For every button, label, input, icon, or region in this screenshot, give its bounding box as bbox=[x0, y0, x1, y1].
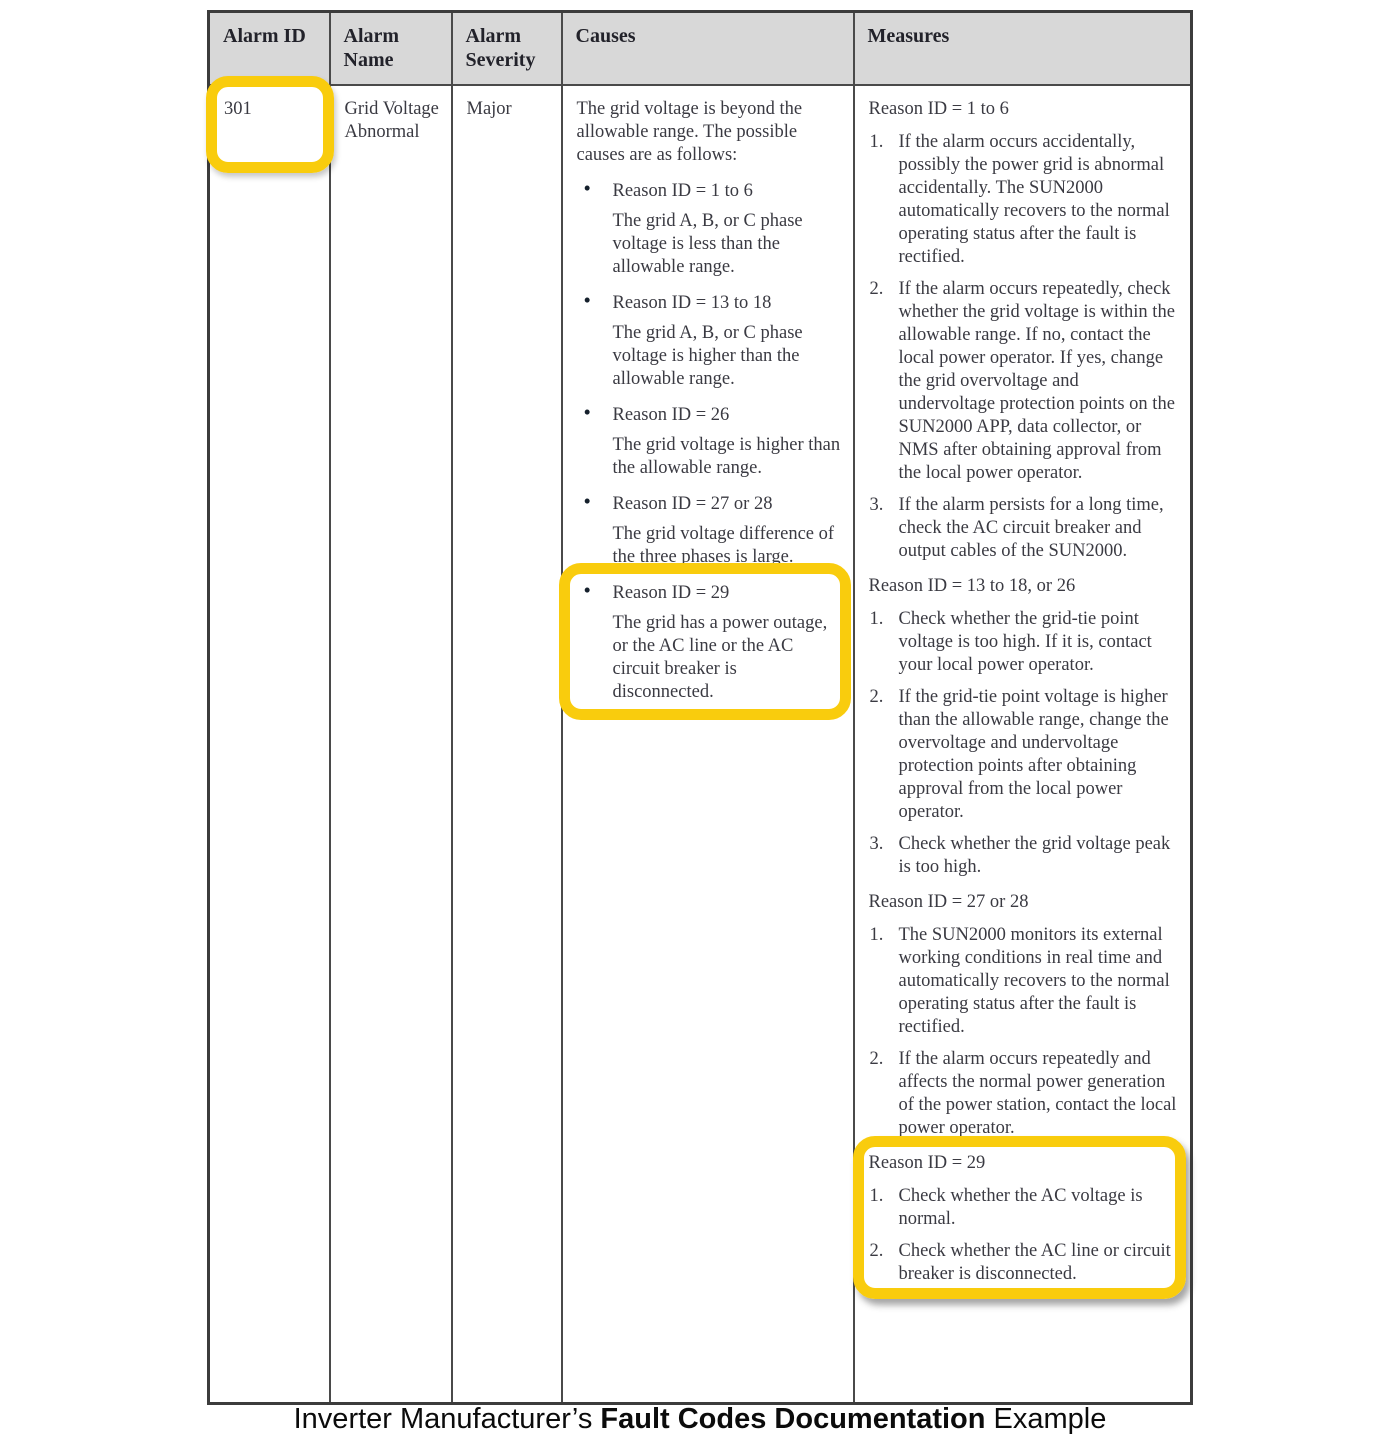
measures-section bbox=[869, 575, 1180, 879]
cause-item bbox=[577, 493, 842, 569]
measures-reason-heading: Reason ID = 27 or 28 bbox=[868, 892, 1029, 912]
measure-step: The SUN2000 monitors its external working conditions in real time and automatically recovers to the normal operating status after the fault is rectified. bbox=[898, 925, 1170, 1037]
cause-reason-label: • Reason ID = 26 bbox=[612, 405, 730, 425]
measures-reason-heading: Reason ID = 29 bbox=[868, 1153, 986, 1173]
measure-step: If the alarm occurs accidentally, possibly the power grid is abnormal accidentally. The SUN2000 automatically recovers to the normal operating status after the fault is rectified. bbox=[898, 132, 1170, 267]
caption-suffix: Example bbox=[985, 1403, 1107, 1435]
col-header-alarm-name: Alarm Name bbox=[330, 12, 452, 86]
col-header-alarm-id: Alarm ID bbox=[209, 12, 330, 86]
cause-item bbox=[577, 180, 842, 279]
causes-intro: The grid voltage is beyond the allowable range. The possible causes are as follows: bbox=[576, 99, 803, 165]
cause-reason-detail: The grid A, B, or C phase voltage is higher than the allowable range. bbox=[612, 323, 803, 389]
measures-steps bbox=[869, 1185, 1180, 1286]
measure-step: If the alarm persists for a long time, check the AC circuit breaker and output cables of the SUN2000. bbox=[898, 495, 1164, 561]
measure-step: If the alarm occurs repeatedly, check whether the grid voltage is within the allowable range. If no, contact the local power operator. If yes, change the grid overvoltage and undervoltage protection points on the SUN2000 APP, data collector, or NMS after obtaining approval from the local power operator. bbox=[898, 279, 1175, 483]
caption-prefix: Inverter Manufacturer’s bbox=[293, 1403, 601, 1435]
caption-bold-text: Fault Codes Documentation bbox=[600, 1403, 986, 1435]
figure-caption bbox=[0, 1402, 1400, 1436]
cause-reason-label: • Reason ID = 27 or 28 bbox=[612, 494, 773, 514]
col-header-measures: Measures bbox=[854, 12, 1192, 86]
fault-codes-table bbox=[207, 10, 1193, 1405]
measure-step: Check whether the grid-tie point voltage is too high. If it is, contact your local power operator. bbox=[898, 609, 1152, 675]
cell-alarm-id bbox=[209, 85, 330, 1404]
alarm-name-value: Grid Voltage Abnormal bbox=[344, 99, 439, 142]
alarm-id-value: 301 bbox=[224, 99, 252, 119]
alarm-severity-value: Major bbox=[466, 99, 512, 119]
table-header-row bbox=[209, 12, 1192, 86]
cause-reason-detail: The grid voltage is higher than the allowable range. bbox=[612, 435, 841, 478]
cause-reason-label: • Reason ID = 1 to 6 bbox=[612, 181, 753, 201]
measures-reason-heading: Reason ID = 1 to 6 bbox=[868, 99, 1009, 119]
cause-item bbox=[577, 292, 842, 391]
measures-reason-heading: Reason ID = 13 to 18, or 26 bbox=[868, 576, 1076, 596]
cause-reason-label: • Reason ID = 29 bbox=[612, 583, 730, 603]
measures-steps bbox=[869, 131, 1180, 563]
cause-reason-detail: The grid A, B, or C phase voltage is less than the allowable range. bbox=[612, 211, 803, 277]
measure-step: If the grid-tie point voltage is higher than the allowable range, change the overvoltage and undervoltage protection points after obtaining approval from the local power operator. bbox=[898, 687, 1169, 822]
measures-section-highlighted bbox=[869, 1152, 1180, 1286]
cause-item-highlighted bbox=[577, 582, 842, 704]
causes-list bbox=[577, 180, 842, 704]
measures-steps bbox=[869, 924, 1180, 1140]
measure-step: Check whether the grid voltage peak is too high. bbox=[898, 834, 1171, 877]
alarm-id-highlight-box bbox=[224, 98, 252, 121]
measure-step: Check whether the AC line or circuit breaker is disconnected. bbox=[898, 1241, 1171, 1284]
cell-measures bbox=[854, 85, 1192, 1404]
cell-causes bbox=[562, 85, 854, 1404]
measures-steps bbox=[869, 608, 1180, 879]
col-header-alarm-severity: Alarm Severity bbox=[452, 12, 562, 86]
measures-section bbox=[869, 891, 1180, 1140]
cause-reason-detail: The grid has a power outage, or the AC line or the AC circuit breaker is disconnected. bbox=[612, 613, 828, 702]
cause-item bbox=[577, 404, 842, 480]
col-header-causes: Causes bbox=[562, 12, 854, 86]
measures-section bbox=[869, 98, 1180, 563]
measure-step: Check whether the AC voltage is normal. bbox=[898, 1186, 1143, 1229]
cell-alarm-severity bbox=[452, 85, 562, 1404]
cause-reason-detail: The grid voltage difference of the three phases is large. bbox=[612, 524, 835, 567]
cause-reason-label: • Reason ID = 13 to 18 bbox=[612, 293, 772, 313]
cell-alarm-name bbox=[330, 85, 452, 1404]
table-row bbox=[209, 85, 1192, 1404]
measure-step: If the alarm occurs repeatedly and affects the normal power generation of the power station, contact the local power operator. bbox=[898, 1049, 1177, 1138]
